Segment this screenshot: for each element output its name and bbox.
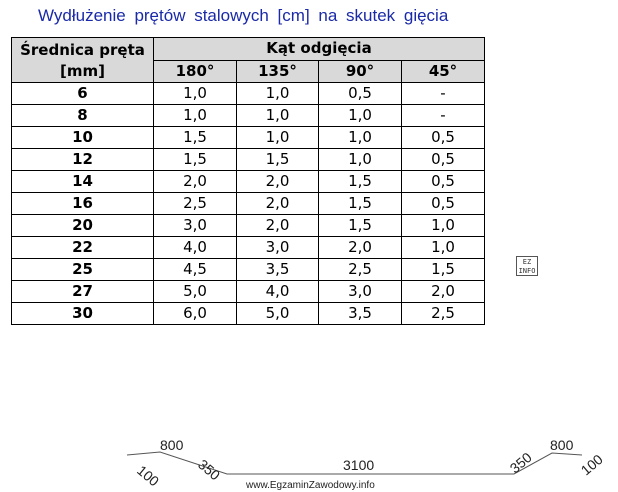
table-row: [12, 259, 485, 281]
cell-diameter: 22: [12, 237, 154, 259]
cell-value: 0,5: [319, 83, 402, 105]
header-angle-180: 180°: [154, 60, 237, 83]
dim-left-hook: 100: [134, 462, 163, 490]
header-angle: Kąt odgięcia: [154, 38, 485, 61]
cell-value: 1,0: [237, 127, 319, 149]
dim-left-bend: 350: [195, 456, 224, 484]
cell-diameter: 12: [12, 149, 154, 171]
cell-diameter: 6: [12, 83, 154, 105]
dim-right-hook: 100: [577, 451, 606, 479]
cell-value: 5,0: [237, 303, 319, 325]
dim-middle: 3100: [343, 457, 375, 473]
cell-value: 1,0: [402, 215, 485, 237]
table-row: [12, 303, 485, 325]
dim-right-bend: 350: [506, 449, 535, 477]
table-row: [12, 105, 485, 127]
cell-diameter: 14: [12, 171, 154, 193]
cell-value: 3,0: [319, 281, 402, 303]
cell-value: 0,5: [402, 127, 485, 149]
table-row: [12, 281, 485, 303]
header-diameter-line2: [mm]: [60, 62, 105, 80]
cell-value: 1,0: [319, 105, 402, 127]
cell-value: 1,0: [154, 83, 237, 105]
cell-value: 1,5: [154, 149, 237, 171]
cell-value: 3,0: [154, 215, 237, 237]
dim-right-top: 800: [550, 437, 574, 453]
cell-value: 0,5: [402, 171, 485, 193]
header-angle-135: 135°: [237, 60, 319, 83]
cell-value: 1,0: [319, 149, 402, 171]
cell-value: 2,5: [154, 193, 237, 215]
cell-value: 6,0: [154, 303, 237, 325]
table-row: [12, 237, 485, 259]
cell-value: 2,0: [237, 215, 319, 237]
cell-value: 1,0: [319, 127, 402, 149]
cell-value: 2,0: [237, 193, 319, 215]
cell-value: 1,5: [237, 149, 319, 171]
elongation-table: [11, 37, 485, 325]
cell-value: 1,5: [319, 193, 402, 215]
cell-diameter: 27: [12, 281, 154, 303]
cell-value: 1,0: [154, 105, 237, 127]
cell-value: 3,5: [237, 259, 319, 281]
cell-value: 1,5: [402, 259, 485, 281]
table-row: [12, 193, 485, 215]
cell-diameter: 10: [12, 127, 154, 149]
qr-code-icon: EZ INFO: [516, 256, 538, 276]
cell-value: 5,0: [154, 281, 237, 303]
cell-value: 2,5: [402, 303, 485, 325]
header-angle-45: 45°: [402, 60, 485, 83]
dim-left-top: 800: [160, 437, 184, 453]
cell-value: -: [402, 83, 485, 105]
cell-value: 4,0: [154, 237, 237, 259]
header-diameter-line1: Średnica pręta: [20, 41, 145, 59]
cell-value: 4,5: [154, 259, 237, 281]
table-row: [12, 171, 485, 193]
cell-value: 1,5: [319, 215, 402, 237]
table-row: [12, 83, 485, 105]
table-row: [12, 215, 485, 237]
cell-diameter: 30: [12, 303, 154, 325]
cell-diameter: 16: [12, 193, 154, 215]
cell-value: -: [402, 105, 485, 127]
cell-value: 1,0: [237, 105, 319, 127]
cell-value: 3,0: [237, 237, 319, 259]
table-row: [12, 149, 485, 171]
cell-value: 4,0: [237, 281, 319, 303]
page-title: Wydłużenie prętów stalowych [cm] na skutek gięcia: [38, 6, 449, 25]
cell-value: 0,5: [402, 193, 485, 215]
cell-value: 1,0: [402, 237, 485, 259]
footer-url: www.EgzaminZawodowy.info: [246, 480, 375, 491]
table-body: [12, 83, 485, 325]
cell-value: 1,0: [237, 83, 319, 105]
cell-diameter: 25: [12, 259, 154, 281]
header-diameter: [12, 38, 154, 83]
cell-value: 3,5: [319, 303, 402, 325]
cell-value: 1,5: [319, 171, 402, 193]
cell-diameter: 8: [12, 105, 154, 127]
cell-diameter: 20: [12, 215, 154, 237]
cell-value: 2,5: [319, 259, 402, 281]
cell-value: 2,0: [154, 171, 237, 193]
cell-value: 2,0: [319, 237, 402, 259]
header-angle-90: 90°: [319, 60, 402, 83]
table-row: [12, 127, 485, 149]
cell-value: 0,5: [402, 149, 485, 171]
cell-value: 1,5: [154, 127, 237, 149]
cell-value: 2,0: [237, 171, 319, 193]
cell-value: 2,0: [402, 281, 485, 303]
